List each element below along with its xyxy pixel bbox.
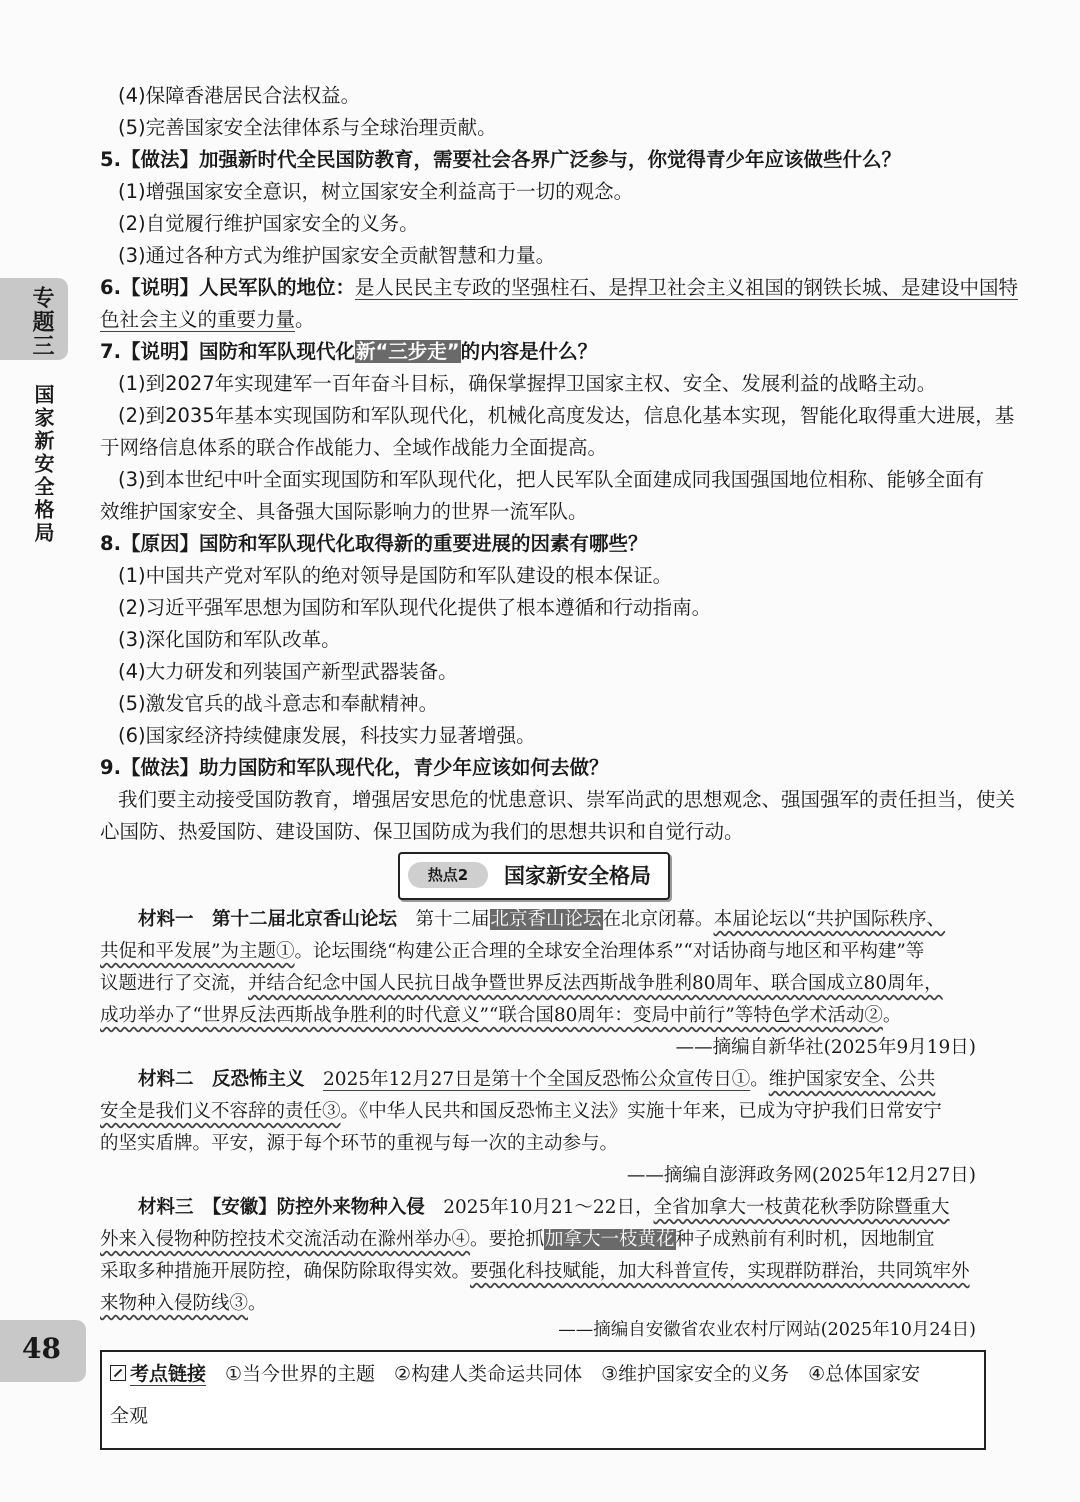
- material-1-label: 材料一 第十二届北京香山论坛: [138, 909, 398, 930]
- wavy-underline-text: 安全是我们义不容辞的责任③: [100, 1101, 341, 1122]
- chapter-title: 国家新安全格局: [31, 384, 55, 545]
- hot-topic-badge: 热点2: [408, 862, 488, 888]
- wavy-underline-text: 要强化科技赋能，加大科普宣传，实现群防群治，共同筑牢外: [470, 1261, 970, 1282]
- answer-line: (3)通过各种方式为维护国家安全贡献智慧和力量。: [118, 244, 556, 267]
- question-9: 9.【做法】助力国防和军队现代化，青少年应该如何去做？: [100, 756, 609, 779]
- highlight-text: 北京香山论坛: [490, 909, 602, 930]
- exam-point-line-2: 全观: [110, 1405, 149, 1427]
- exam-point-link-box: [100, 1350, 986, 1450]
- text: 种子成熟前有利时机，因地制宜: [675, 1229, 935, 1250]
- material-1-source: ——摘编自新华社(2025年9月19日): [675, 1037, 976, 1058]
- question-7-tail: 的内容是什么？: [460, 340, 598, 363]
- underlined-text: 色社会主义的重要力量: [100, 308, 296, 331]
- wavy-underline-text: 全省加拿大一枝黄花秋季防除暨重大: [653, 1197, 950, 1218]
- exam-point-label: 考点链接: [130, 1363, 207, 1385]
- hot-topic-title: 国家新安全格局: [504, 864, 651, 888]
- material-2-line: 的坚实盾牌。平安，源于每个环节的重视与每一次的主动参与。: [100, 1133, 619, 1154]
- question-7-head: 7.【说明】国防和军队现代化: [100, 340, 355, 363]
- exam-point-items: ①当今世界的主题 ②构建人类命运共同体 ③维护国家安全的义务 ④总体国家安: [206, 1363, 921, 1385]
- answer-line: (6)国家经济持续健康发展，科技实力显著增强。: [118, 724, 536, 747]
- exam-point-line: [110, 1360, 920, 1388]
- text: 2025年10月21～22日，: [424, 1197, 654, 1218]
- wavy-underline-text: 共促和平发展”为主题①: [100, 941, 295, 962]
- wavy-underline-text: 本届论坛以“共护国际秩序、: [713, 909, 946, 930]
- question-5: 5.【做法】加强新时代全民国防教育，需要社会各界广泛参与，你觉得青少年应该做些什么？: [100, 148, 901, 171]
- highlight-text: 新“三步走”: [355, 340, 460, 363]
- answer-line: (4)保障香港居民合法权益。: [118, 84, 361, 107]
- highlight-text: 加拿大一枝黄花: [545, 1229, 675, 1250]
- answer-line: (3)深化国防和军队改革。: [118, 628, 341, 651]
- material-1-line: [100, 1002, 901, 1030]
- answer-line: (2)自觉履行维护国家安全的义务。: [118, 212, 419, 235]
- text: 。论坛围绕“构建公正合理的全球安全治理体系”“对话协商与地区和平构建”等: [294, 941, 925, 962]
- wavy-underline-text: 并结合纪念中国人民抗日战争暨世界反法西斯战争胜利80周年、联合国成立80周年，: [248, 973, 943, 994]
- material-2-line: [100, 1098, 942, 1126]
- answer-line: 心国防、热爱国防、建设国防、保卫国防成为我们的思想共识和自觉行动。: [100, 820, 744, 843]
- chapter-tab: [0, 278, 68, 360]
- question-6: [100, 274, 1018, 302]
- answer-line: (1)到2027年实现建军一百年奋斗目标，确保掌握捍卫国家主权、安全、发展利益的战略主动。: [118, 372, 937, 395]
- question-7: [100, 338, 597, 366]
- page-number-box: [0, 1320, 86, 1382]
- text: 议题进行了交流，: [100, 973, 249, 994]
- text: 。《中华人民共和国反恐怖主义法》实施十年来，已成为守护我们日常安宁: [340, 1101, 942, 1122]
- underlined-text: 2025年12月27日是第十个全国反恐怖公众宣传日①: [323, 1069, 751, 1090]
- answer-line: 于网络信息体系的联合作战能力、全域作战能力全面提高。: [100, 436, 608, 459]
- material-3-line: [100, 1258, 970, 1286]
- answer-line: (5)完善国家安全法律体系与全球治理贡献。: [118, 116, 497, 139]
- punct: 。: [248, 1293, 267, 1314]
- question-6-head: 6.【说明】人民军队的地位：: [100, 276, 355, 299]
- wavy-underline-text: 外来入侵物种防控技术交流活动在滁州举办④: [100, 1229, 471, 1250]
- answer-line: (1)增强国家安全意识，树立国家安全利益高于一切的观念。: [118, 180, 634, 203]
- wavy-underline-text: 成功举办了“世界反法西斯战争胜利的时代意义”“联合国80周年：变局中前行”等特色学术活动②: [100, 1005, 883, 1026]
- material-3-label: 材料三 【安徽】防控外来物种入侵: [138, 1197, 425, 1218]
- answer-line: (1)中国共产党对军队的绝对领导是国防和军队建设的根本保证。: [118, 564, 673, 587]
- material-2-label: 材料二 反恐怖主义: [138, 1069, 305, 1090]
- material-2-source: ——摘编自澎湃政务网(2025年12月27日): [626, 1165, 976, 1186]
- text: 。要抢抓: [470, 1229, 545, 1250]
- pencil-edit-icon: [110, 1365, 126, 1381]
- punct: 。: [882, 1005, 902, 1026]
- material-3-source: ——摘编自安徽省农业农村厅网站(2025年10月24日): [558, 1320, 976, 1340]
- material-1-line: [100, 970, 943, 998]
- answer-line: (2)到2035年基本实现国防和军队现代化，机械化高度发达，信息化基本实现，智能化取得重大进展，基: [118, 404, 1015, 427]
- material-2-line: [138, 1066, 935, 1094]
- chapter-tab-label: 专题三: [29, 286, 54, 358]
- answer-line: (4)大力研发和列装国产新型武器装备。: [118, 660, 458, 683]
- answer-line: (5)激发官兵的战斗意志和奉献精神。: [118, 692, 439, 715]
- hot-topic-banner: [398, 852, 670, 900]
- question-6-cont: [100, 306, 315, 334]
- material-3-line: [138, 1194, 950, 1222]
- question-8: 8.【原因】国防和军队现代化取得新的重要进展的因素有哪些？: [100, 532, 648, 555]
- material-1-line: [138, 906, 945, 934]
- material-1-line: [100, 938, 924, 966]
- material-3-line: [100, 1290, 267, 1318]
- answer-line: (3)到本世纪中叶全面实现国防和军队现代化，把人民军队全面建成同我国强国地位相称、能够全面有: [118, 468, 985, 491]
- material-3-line: [100, 1226, 935, 1254]
- underlined-text: 是人民民主专政的坚强柱石、是捍卫社会主义祖国的钢铁长城、是建设中国特: [354, 276, 1018, 299]
- answer-line: 我们要主动接受国防教育，增强居安思危的忧患意识、崇军尚武的思想观念、强国强军的责任担当，使关: [118, 788, 1016, 811]
- text: 采取多种措施开展防控，确保防除取得实效。: [100, 1261, 471, 1282]
- answer-line: 效维护国家安全、具备强大国际影响力的世界一流军队。: [100, 500, 588, 523]
- wavy-underline-text: 维护国家安全、公共: [768, 1069, 936, 1090]
- text: 在北京闭幕。: [602, 909, 714, 930]
- punct: 。: [295, 308, 315, 331]
- answer-line: (2)习近平强军思想为国防和军队现代化提供了根本遵循和行动指南。: [118, 596, 712, 619]
- text: 第十二届: [397, 909, 490, 930]
- page-number: 48: [22, 1332, 61, 1365]
- wavy-underline-text: 来物种入侵防线③: [100, 1293, 249, 1314]
- punct: 。: [750, 1069, 769, 1090]
